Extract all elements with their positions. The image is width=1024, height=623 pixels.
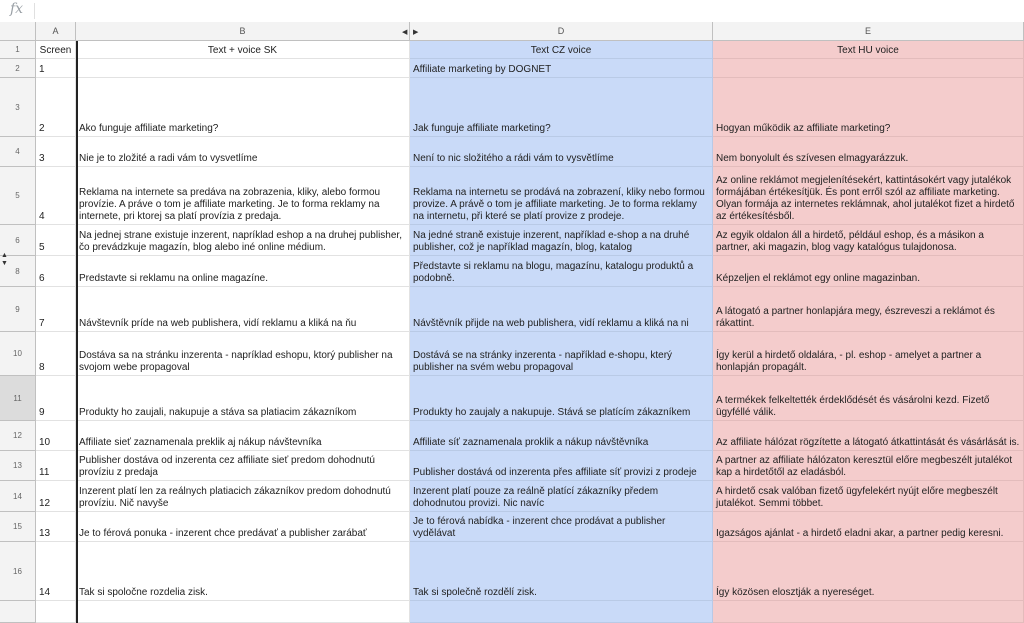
empty-cell[interactable] <box>36 601 76 623</box>
screen-cell[interactable]: 2 <box>36 78 76 137</box>
screen-cell[interactable]: 9 <box>36 376 76 421</box>
column-b-left-border <box>76 41 78 623</box>
sk-cell[interactable]: Predstavte si reklamu na online magazíne. <box>76 256 410 287</box>
hidden-column-left-arrow-icon[interactable]: ◀ <box>402 29 408 36</box>
formula-bar-divider <box>34 3 35 19</box>
row-header[interactable]: 12 <box>0 421 36 451</box>
hu-cell[interactable]: Igazságos ajánlat - a hirdető eladni akar, a partner pedig keresni. <box>713 512 1024 542</box>
screen-cell[interactable]: 11 <box>36 451 76 481</box>
row-header[interactable]: 2 <box>0 59 36 78</box>
screen-cell[interactable]: 3 <box>36 137 76 167</box>
row-header[interactable]: 14 <box>0 481 36 512</box>
hu-cell[interactable]: Az egyik oldalon áll a hirdető, például eshop, és a másikon a partner, aki magazin, blog vagy katalógus tulajdonosa. <box>713 225 1024 256</box>
screen-cell[interactable]: 1 <box>36 59 76 78</box>
sk-cell[interactable]: Affiliate sieť zaznamenala preklik aj nákup návštevníka <box>76 421 410 451</box>
hu-cell[interactable]: Így közösen elosztják a nyereséget. <box>713 542 1024 601</box>
cz-cell[interactable]: Affiliate marketing by DOGNET <box>410 59 713 78</box>
row-header[interactable]: 16 <box>0 542 36 601</box>
row-header-empty[interactable] <box>0 601 36 623</box>
column-header-d[interactable]: D <box>410 22 713 41</box>
sk-cell[interactable]: Tak si spoločne rozdelia zisk. <box>76 542 410 601</box>
header-cell-cz[interactable]: Text CZ voice <box>410 41 713 59</box>
sk-cell[interactable]: Produkty ho zaujali, nakupuje a stáva sa platiacim zákazníkom <box>76 376 410 421</box>
row-header[interactable]: 9 <box>0 287 36 332</box>
sk-cell[interactable]: Je to férová ponuka - inzerent chce predávať a publisher zarábať <box>76 512 410 542</box>
cz-cell[interactable]: Affiliate síť zaznamenala proklik a nákup návštěvníka <box>410 421 713 451</box>
screen-cell[interactable]: 13 <box>36 512 76 542</box>
sk-cell[interactable]: Návštevník príde na web publishera, vidí reklamu a kliká na ňu <box>76 287 410 332</box>
row-header[interactable]: 6 <box>0 225 36 256</box>
screen-cell[interactable]: 4 <box>36 167 76 225</box>
row-header-1[interactable]: 1 <box>0 41 36 59</box>
cz-cell[interactable]: Představte si reklamu na blogu, magazínu, katalogu produktů a podobně. <box>410 256 713 287</box>
sk-cell[interactable]: Dostáva sa na stránku inzerenta - napríklad eshopu, ktorý publisher na svojom webe propagoval <box>76 332 410 376</box>
hu-cell[interactable]: A termékek felkeltették érdeklődését és vásárolni kezd. Fizető ügyféllé válik. <box>713 376 1024 421</box>
hu-cell[interactable]: A hirdető csak valóban fizető ügyfelekért nyújt előre megbeszélt jutalékot. Semmi többet. <box>713 481 1024 512</box>
screen-cell[interactable]: 8 <box>36 332 76 376</box>
formula-bar[interactable] <box>0 0 1024 23</box>
sk-cell[interactable]: Publisher dostáva od inzerenta cez affiliate sieť predom dohodnutú províziu z predaja <box>76 451 410 481</box>
screen-cell[interactable]: 5 <box>36 225 76 256</box>
screen-cell[interactable]: 10 <box>36 421 76 451</box>
cz-cell[interactable]: Jak funguje affiliate marketing? <box>410 78 713 137</box>
screen-cell[interactable]: 6 <box>36 256 76 287</box>
cz-cell[interactable]: Je to férová nabídka - inzerent chce prodávat a publisher vydělávat <box>410 512 713 542</box>
cz-cell[interactable]: Publisher dostává od inzerenta přes affiliate síť provizi z prodeje <box>410 451 713 481</box>
hu-cell[interactable]: Nem bonyolult és szívesen elmagyarázzuk. <box>713 137 1024 167</box>
hidden-row-down-arrow-icon[interactable]: ▼ <box>1 260 8 267</box>
hu-cell[interactable]: Hogyan működik az affiliate marketing? <box>713 78 1024 137</box>
sk-cell[interactable]: Na jednej strane existuje inzerent, napríklad eshop a na druhej publisher, čo prevádzkuje magazín, blog alebo iné online médium. <box>76 225 410 256</box>
row-header[interactable]: 8 <box>0 256 36 287</box>
column-header-a[interactable]: A <box>36 22 76 41</box>
row-header[interactable]: 3 <box>0 78 36 137</box>
hu-cell[interactable]: Az affiliate hálózat rögzítette a látogató átkattintását és vásárlását is. <box>713 421 1024 451</box>
cz-cell[interactable]: Inzerent platí pouze za reálně platící zákazníky předem dohodnutou provizi. Nic navíc <box>410 481 713 512</box>
sk-cell[interactable]: Ako funguje affiliate marketing? <box>76 78 410 137</box>
hidden-row-up-arrow-icon[interactable]: ▲ <box>1 252 8 259</box>
empty-cell[interactable] <box>76 601 410 623</box>
screen-cell[interactable]: 7 <box>36 287 76 332</box>
hidden-column-right-arrow-icon[interactable]: ▶ <box>413 29 419 36</box>
cz-cell[interactable]: Návštěvník přijde na web publishera, vidí reklamu a kliká na ni <box>410 287 713 332</box>
sk-cell[interactable]: Nie je to zložité a radi vám to vysvetlíme <box>76 137 410 167</box>
hu-cell[interactable]: A látogató a partner honlapjára megy, észreveszi a reklámot és rákattint. <box>713 287 1024 332</box>
screen-cell[interactable]: 14 <box>36 542 76 601</box>
row-header[interactable]: 13 <box>0 451 36 481</box>
empty-cell[interactable] <box>410 601 713 623</box>
empty-cell[interactable] <box>713 601 1024 623</box>
cz-cell[interactable]: Produkty ho zaujaly a nakupuje. Stává se platícím zákazníkem <box>410 376 713 421</box>
fx-icon: fx <box>10 1 24 17</box>
column-header-e[interactable]: E <box>713 22 1024 41</box>
hu-cell[interactable]: A partner az affiliate hálózaton keresztül előre megbeszélt jutalékot kap a hirdetőtől az eladásból. <box>713 451 1024 481</box>
hu-cell[interactable]: Az online reklámot megjelenítésekért, kattintásokért vagy jutalékok formájában értékesítjük. És pont erről szól az affiliate marketing. Olyan formája az internetes reklámnak, ahol jutalékot fizet a hirdető az értékesítésből. <box>713 167 1024 225</box>
cz-cell[interactable]: Tak si společně rozdělí zisk. <box>410 542 713 601</box>
cz-cell[interactable]: Dostává se na stránky inzerenta - například e-shopu, který publisher na svém webu propagoval <box>410 332 713 376</box>
header-cell-sk[interactable]: Text + voice SK <box>76 41 410 59</box>
cz-cell[interactable]: Reklama na internetu se prodává na zobrazení, kliky nebo formou provize. A právě o tom je affiliate marketing. Je to forma reklamy na internetu, při které se platí provize z prodeje. <box>410 167 713 225</box>
hu-cell[interactable]: Így kerül a hirdető oldalára, - pl. eshop - amelyet a partner a honlapján propagált. <box>713 332 1024 376</box>
hu-cell[interactable]: Képzeljen el reklámot egy online magazinban. <box>713 256 1024 287</box>
row-header[interactable]: 4 <box>0 137 36 167</box>
select-all-corner[interactable] <box>0 22 36 41</box>
header-cell-screen[interactable]: Screen <box>36 41 76 59</box>
row-header[interactable]: 10 <box>0 332 36 376</box>
column-header-b[interactable]: B <box>76 22 410 41</box>
cz-cell[interactable]: Na jedné straně existuje inzerent, například e-shop a na druhé publisher, což je například magazín, blog, katalog <box>410 225 713 256</box>
sk-cell[interactable]: Inzerent platí len za reálnych platiacich zákazníkov predom dohodnutú províziu. Nič navyše <box>76 481 410 512</box>
row-header[interactable]: 5 <box>0 167 36 225</box>
header-cell-hu[interactable]: Text HU voice <box>713 41 1024 59</box>
cz-cell[interactable]: Není to nic složitého a rádi vám to vysvětlíme <box>410 137 713 167</box>
sk-cell[interactable]: Reklama na internete sa predáva na zobrazenia, kliky, alebo formou provízie. A práve o tom je affiliate marketing. Je to forma reklamy na internete, pri ktorej sa platí provízia z predaja. <box>76 167 410 225</box>
hu-cell[interactable] <box>713 59 1024 78</box>
sk-cell[interactable] <box>76 59 410 78</box>
row-header[interactable]: 15 <box>0 512 36 542</box>
screen-cell[interactable]: 12 <box>36 481 76 512</box>
row-header[interactable]: 11 <box>0 376 36 421</box>
